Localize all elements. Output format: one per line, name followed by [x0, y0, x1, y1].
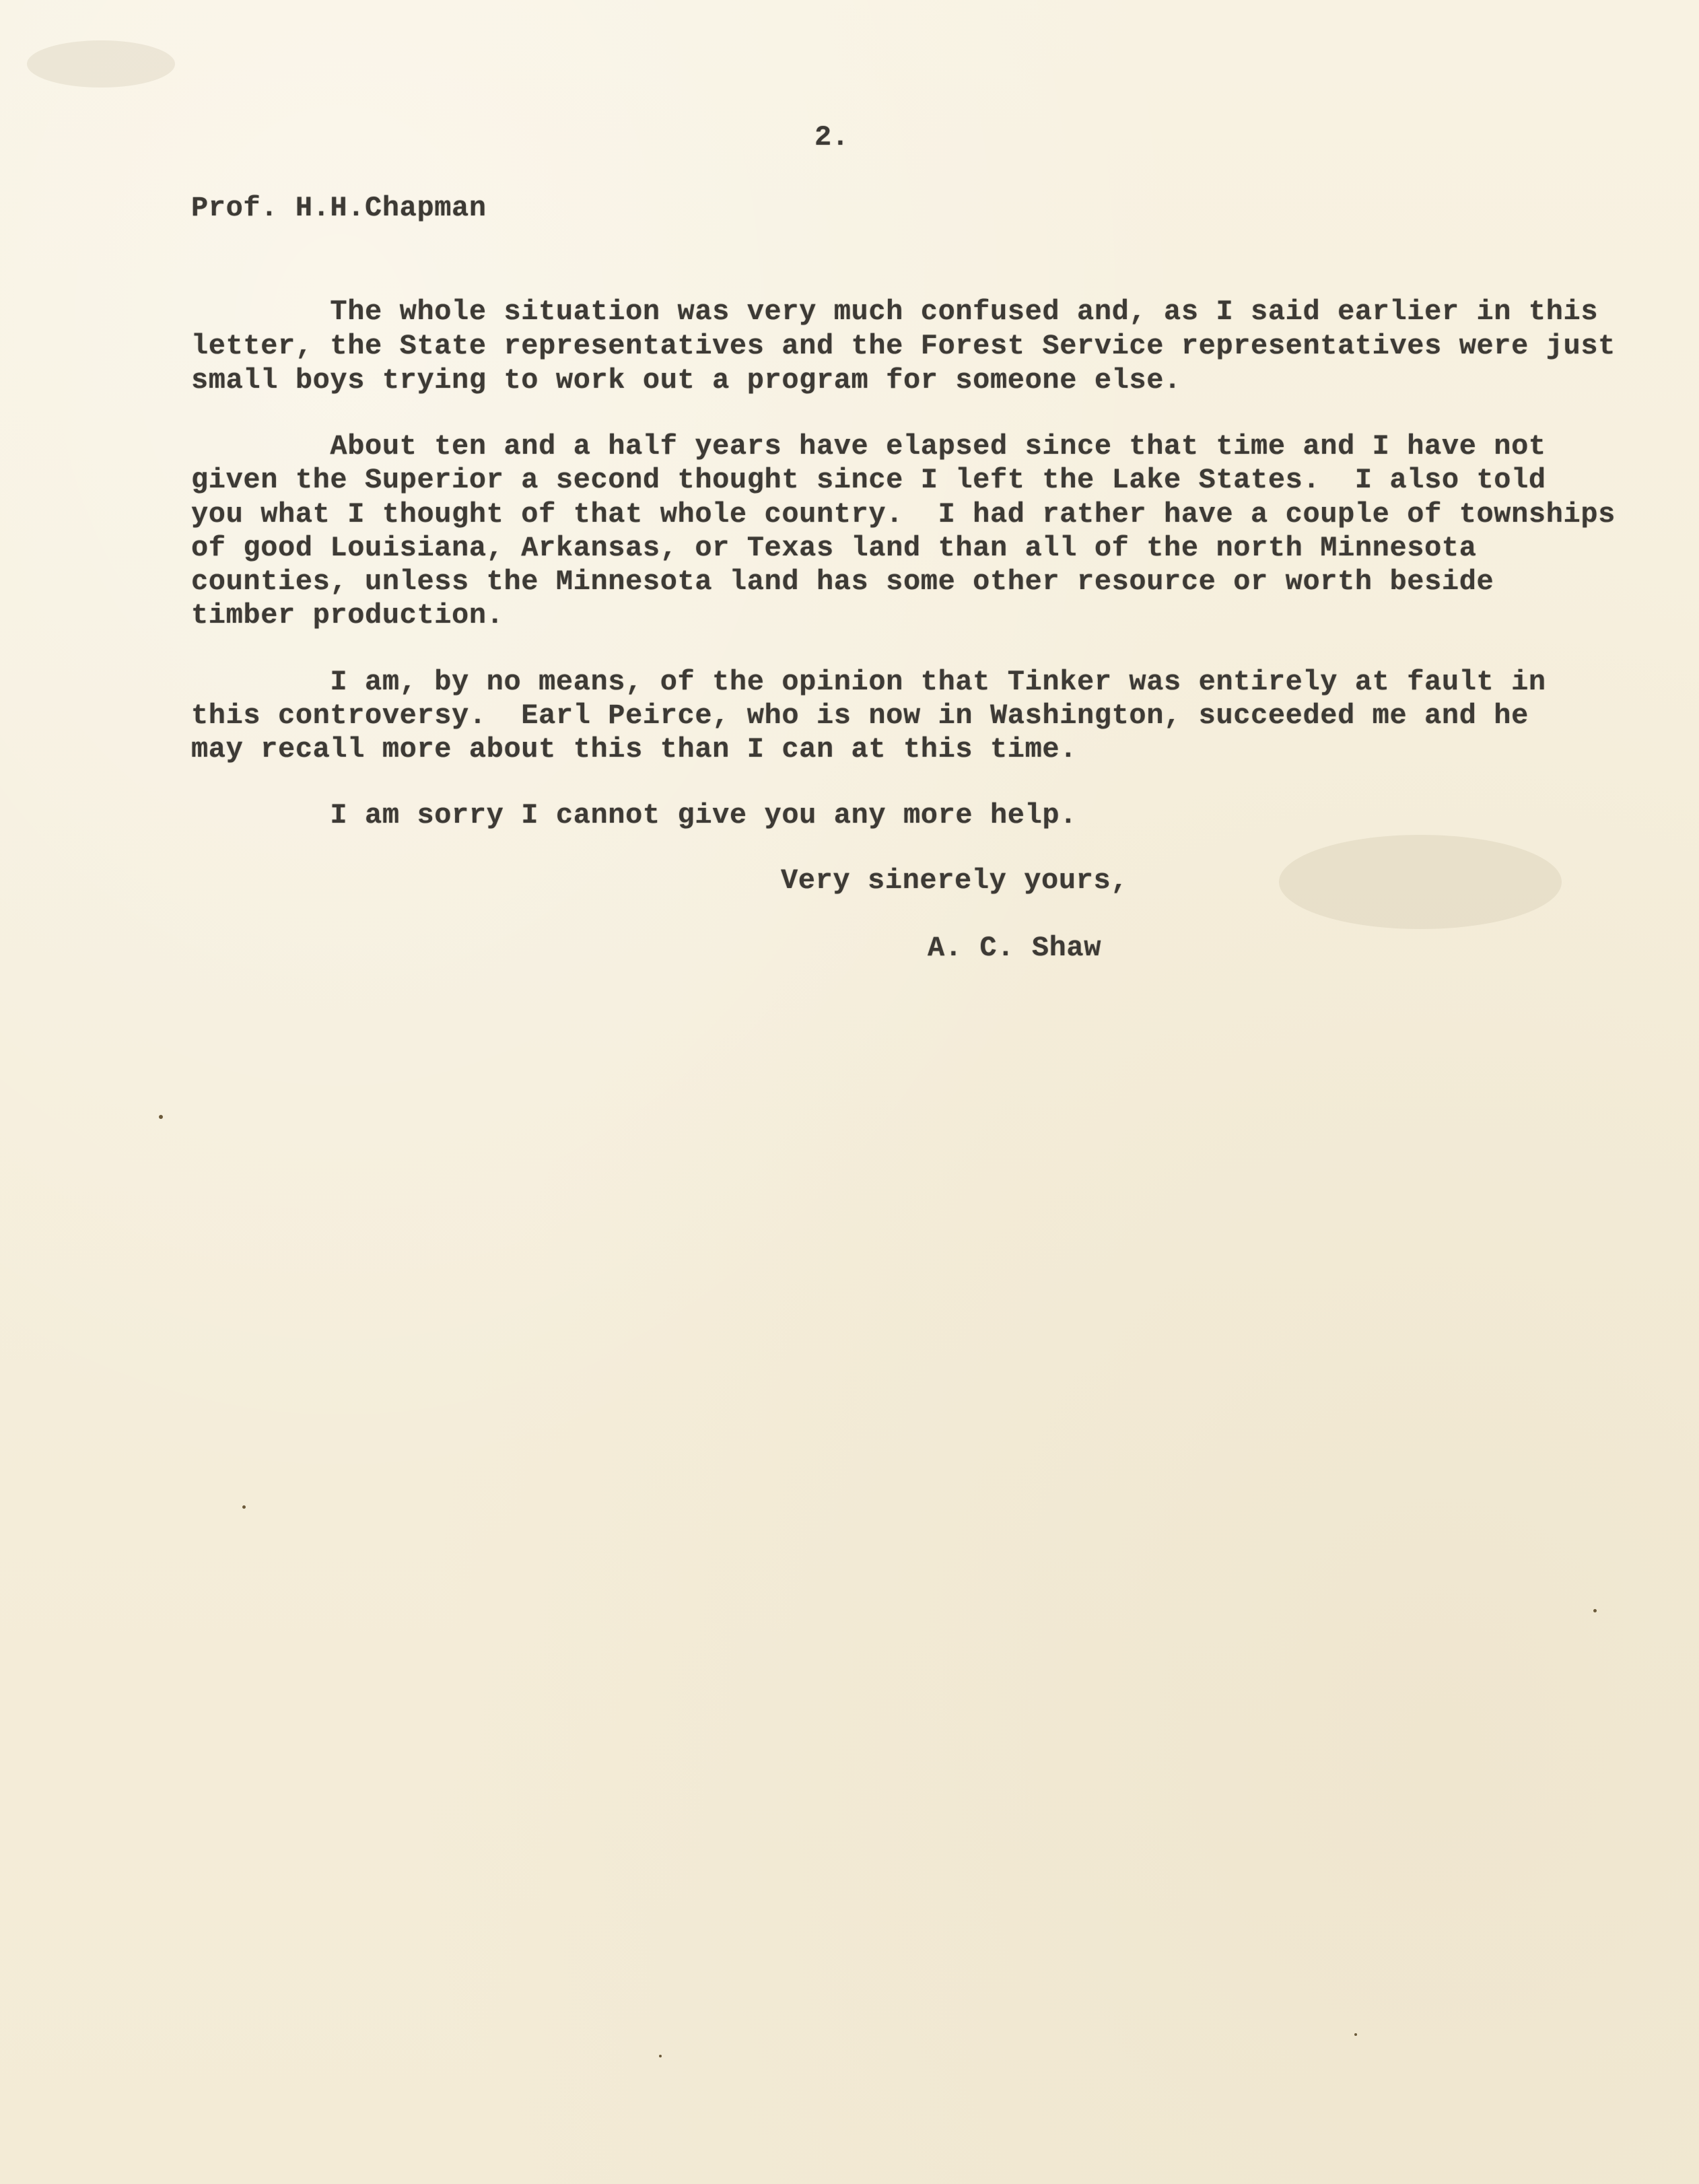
- body-line: letter, the State representatives and the Forest Service representatives were just: [191, 330, 1616, 362]
- body-line: I am sorry I cannot give you any more help.: [191, 799, 1078, 831]
- paper-smudge: [27, 40, 175, 88]
- paper-smudge: [1279, 835, 1562, 929]
- body-line: small boys trying to work out a program for someone else.: [191, 364, 1181, 397]
- closing: Very sinerely yours,: [781, 864, 1129, 897]
- body-line: may recall more about this than I can at this time.: [191, 733, 1078, 765]
- body-line: you what I thought of that whole country. I had rather have a couple of townships: [191, 498, 1616, 531]
- page-number: 2.: [814, 121, 850, 153]
- body-line: About ten and a half years have elapsed since that time and I have not: [191, 430, 1546, 463]
- paper-speck: [1593, 1609, 1597, 1612]
- signature: A. C. Shaw: [928, 932, 1102, 964]
- paper-speck: [659, 2055, 662, 2057]
- paper-speck: [159, 1115, 163, 1119]
- paper-speck: [242, 1505, 246, 1509]
- body-line: this controversy. Earl Peirce, who is now in Washington, succeeded me and he: [191, 699, 1529, 732]
- body-line: The whole situation was very much confused and, as I said earlier in this: [191, 296, 1599, 328]
- salutation: Prof. H.H.Chapman: [191, 192, 487, 224]
- body-line: of good Louisiana, Arkansas, or Texas land than all of the north Minnesota: [191, 532, 1477, 564]
- body-line: timber production.: [191, 599, 504, 632]
- body-line: given the Superior a second thought since I left the Lake States. I also told: [191, 464, 1546, 496]
- body-line: counties, unless the Minnesota land has some other resource or worth beside: [191, 566, 1494, 598]
- body-line: I am, by no means, of the opinion that Tinker was entirely at fault in: [191, 666, 1546, 698]
- paper-speck: [1354, 2033, 1357, 2036]
